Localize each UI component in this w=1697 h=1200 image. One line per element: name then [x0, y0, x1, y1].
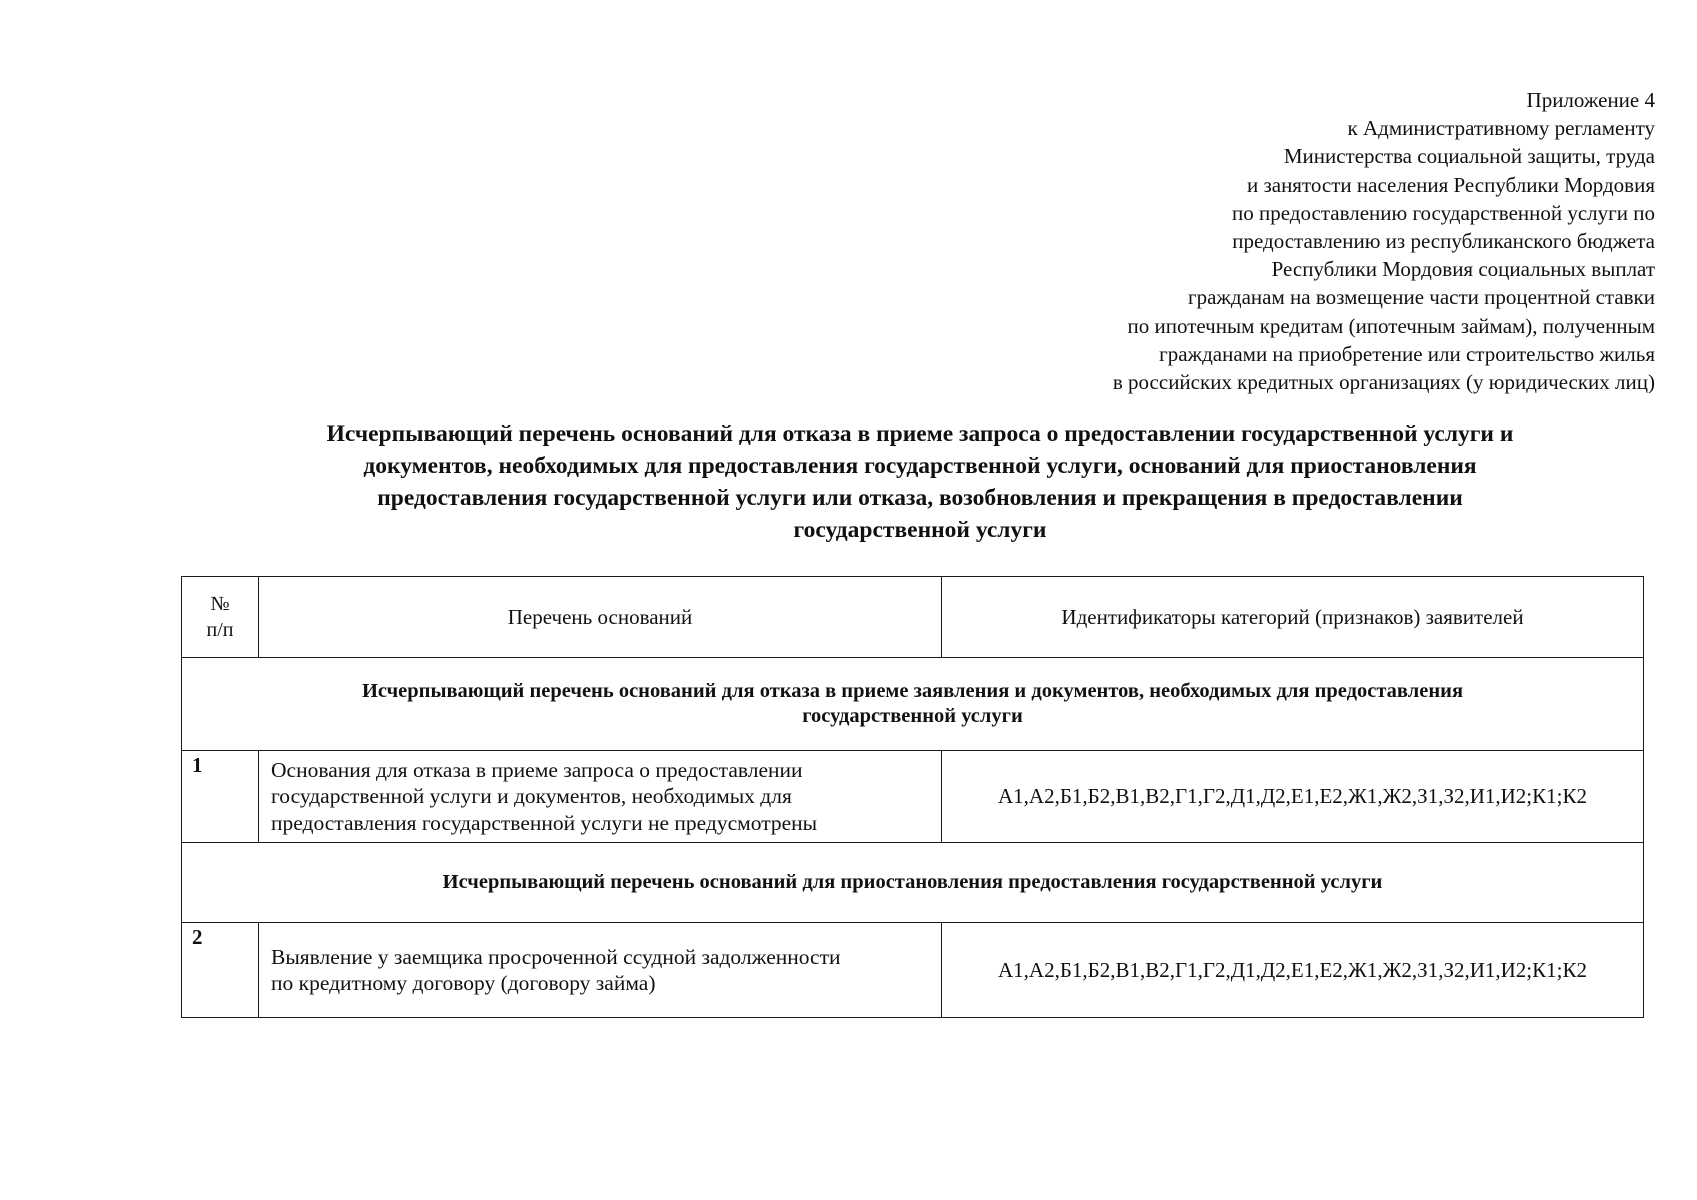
document-title: [190, 418, 1650, 546]
reason-line: Основания для отказа в приеме запроса о предоставлении: [271, 757, 803, 782]
appendix-line: и занятости населения Республики Мордовия: [1246, 172, 1655, 197]
reason-cell: [259, 751, 942, 843]
section-heading-cell: [182, 843, 1644, 923]
section-heading-cell: [182, 658, 1644, 751]
table-header-row: [182, 577, 1644, 658]
section-heading-line: Исчерпывающий перечень оснований для приостановления предоставления государственной услуги: [442, 871, 1383, 893]
appendix-line: по ипотечным кредитам (ипотечным займам), полученным: [1127, 313, 1655, 338]
header-number-label: п/п: [206, 619, 234, 641]
reason-line: по кредитному договору (договору займа): [271, 971, 656, 995]
applicant-ids-cell: А1,А2,Б1,Б2,В1,В2,Г1,Г2,Д1,Д2,Е1,Е2,Ж1,Ж2,З1,З2,И1,И2;К1;К2: [942, 923, 1644, 1018]
section-heading-row: [182, 843, 1644, 923]
table-row: [182, 923, 1644, 1018]
header-ids-cell: Идентификаторы категорий (признаков) заявителей: [942, 577, 1644, 658]
row-number: 2: [182, 923, 259, 1018]
appendix-header: [835, 86, 1655, 396]
section-heading-line: государственной услуги: [802, 705, 1023, 727]
header-number-symbol: №: [210, 593, 230, 615]
grounds-table: [181, 576, 1644, 1018]
title-line: документов, необходимых для предоставления государственной услуги, оснований для приостановления: [363, 453, 1477, 479]
table-row: [182, 751, 1644, 843]
reason-line: предоставления государственной услуги не предусмотрены: [271, 810, 818, 835]
applicant-ids-cell: А1,А2,Б1,Б2,В1,В2,Г1,Г2,Д1,Д2,Е1,Е2,Ж1,Ж2,З1,З2,И1,И2;К1;К2: [942, 751, 1644, 843]
section-heading-row: [182, 658, 1644, 751]
appendix-line: в российских кредитных организациях (у юридических лиц): [1112, 370, 1655, 395]
title-line: Исчерпывающий перечень оснований для отказа в приеме запроса о предоставлении государственной услуги и: [326, 421, 1514, 447]
appendix-line: гражданами на приобретение или строительство жилья: [1159, 341, 1655, 366]
title-line: предоставления государственной услуги или отказа, возобновления и прекращения в предоставлении: [377, 485, 1463, 511]
appendix-line: предоставлению из республиканского бюджета: [1232, 229, 1655, 254]
header-number-cell: [182, 577, 259, 658]
appendix-line: по предоставлению государственной услуги по: [1232, 200, 1655, 225]
reason-line: Выявление у заемщика просроченной ссудной задолженности: [271, 944, 841, 969]
reason-line: государственной услуги и документов, необходимых для: [271, 784, 792, 809]
appendix-line: Республики Мордовия социальных выплат: [1271, 257, 1655, 282]
title-line: государственной услуги: [793, 517, 1047, 543]
appendix-line: Министерства социальной защиты, труда: [1283, 144, 1655, 169]
appendix-line: Приложение 4: [1526, 88, 1655, 112]
appendix-line: к Административному регламенту: [1347, 116, 1655, 141]
section-heading-line: Исчерпывающий перечень оснований для отказа в приеме заявления и документов, необходимых для предоставления: [361, 680, 1464, 702]
appendix-line: гражданам на возмещение части процентной ставки: [1187, 285, 1655, 310]
reason-cell: [259, 923, 942, 1018]
header-reason-cell: Перечень оснований: [259, 577, 942, 658]
row-number: 1: [182, 751, 259, 843]
